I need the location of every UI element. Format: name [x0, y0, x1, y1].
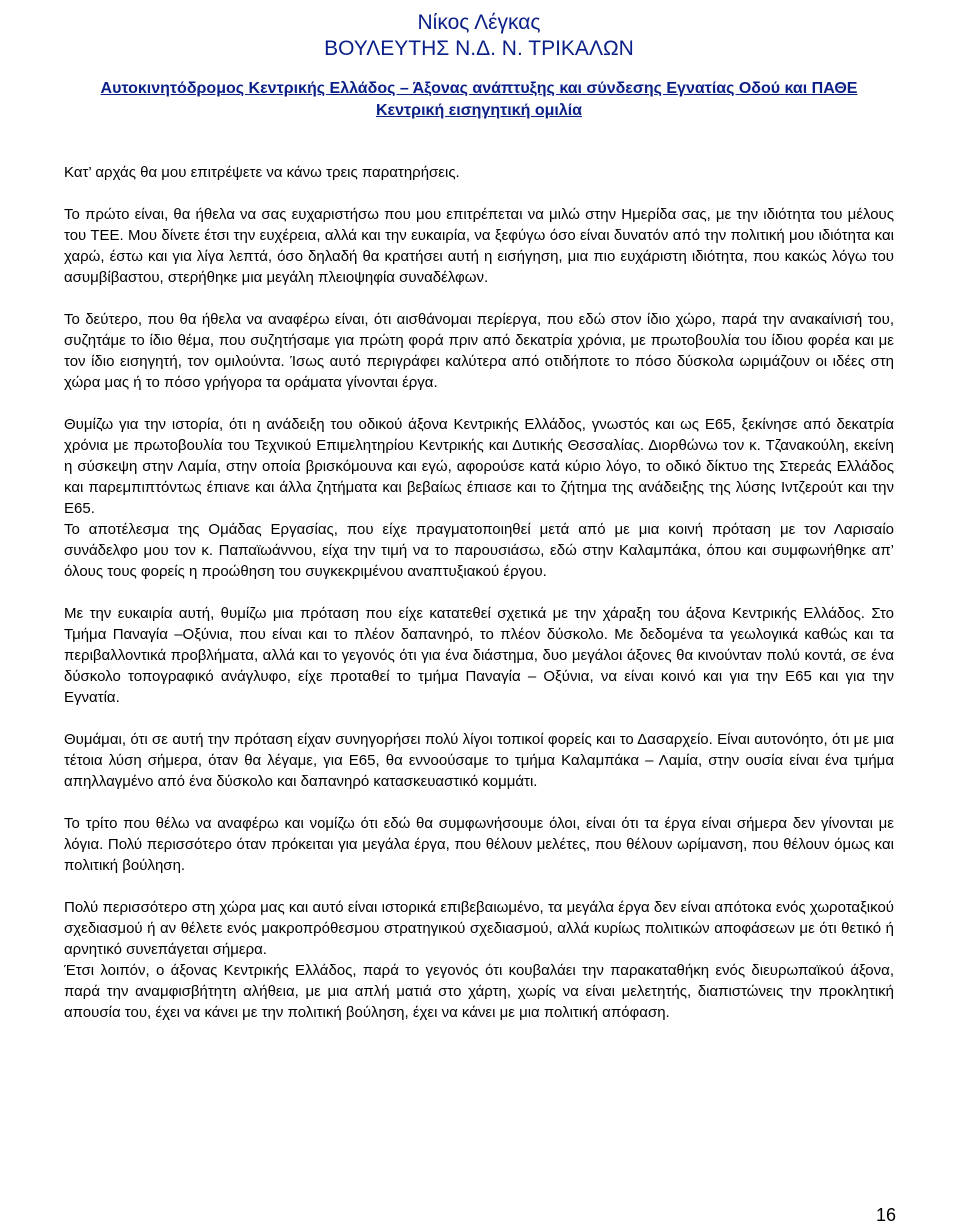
paragraph: Το δεύτερο, που θα ήθελα να αναφέρω είναι, ότι αισθάνομαι περίεργα, που εδώ στον ίδιο χώρο, παρά την ανακαίνισή του, συζητάμε το ίδιο θέμα, που συζητήσαμε για πρώτη φορά πριν από δεκατρία χρόνια, με πρωτοβουλία του ίδιου φορέα και με τον ίδιο εισηγητή, τον ομιλούντα. Ίσως αυτό περιγράφει καλύτερα από οτιδήποτε το πόσο δύσκολα ωριμάζουν οι ιδέες στη χώρα μας ή το πόσο γρήγορα τα οράματα γίνονται έργα. [64, 311, 894, 391]
speech-body [64, 162, 894, 1023]
document-page [64, 10, 894, 1023]
author-name: Νίκος Λέγκας [417, 11, 541, 34]
page-number: 16 [875, 1205, 896, 1225]
title-subtitle: Κεντρική εισηγητική ομιλία [375, 102, 582, 119]
paragraph: Το αποτέλεσμα της Ομάδας Εργασίας, που είχε πραγματοποιηθεί μετά από με μια κοινή πρόταση με τον Λαρισαίο συνάδελφο μου τον κ. Παπαϊωάννου, είχα την τιμή να το παρουσιάσω, εδώ στην Καλαμπάκα, όπου και συμφωνήθηκε απ’ όλους τους φορείς η προώθηση του συγκεκριμένου αναπτυξιακού έργου. [64, 521, 894, 580]
paragraph: Έτσι λοιπόν, ο άξονας Κεντρικής Ελλάδος, παρά το γεγονός ότι κουβαλάει την παρακαταθήκη ενός διευρωπαϊκού άξονα, παρά την αναμφισβήτητη αλήθεια, με μια απλή ματιά στο χάρτη, χωρίς να είναι μελετητής, διαπιστώνεις την προκλητική απουσία του, έχει να κάνει με την πολιτική βούληση, έχει να κάνει με μια πολιτική απόφαση. [64, 962, 894, 1021]
paragraph: Με την ευκαιρία αυτή, θυμίζω μια πρόταση που είχε κατατεθεί σχετικά με την χάραξη του άξονα Κεντρικής Ελλάδος. Στο Τμήμα Παναγία –Οξύνια, που είναι και το πλέον δαπανηρό, το πλέον δύσκολο. Με δεδομένα τα γεωλογικά καθώς και τα περιβαλλοντικά προβλήματα, αλλά και το γεγονός ότι για ένα διάστημα, δυο μεγάλοι άξονες θα κινούνταν πολύ κοντά, σε ένα δύσκολο τοπογραφικό ανάγλυφο, είχε προταθεί το τμήμα Παναγία – Οξύνια, να είναι κοινό και για την Ε65 και για την Εγνατία. [64, 605, 894, 706]
paragraph: Θυμίζω για την ιστορία, ότι η ανάδειξη του οδικού άξονα Κεντρικής Ελλάδος, γνωστός και ως Ε65, ξεκίνησε από δεκατρία χρόνια με πρωτοβουλία του Τεχνικού Επιμελητηρίου Κεντρικής και Δυτικής Θεσσαλίας. Διορθώνω τον κ. Τζανακούλη, εκείνη η σύσκεψη στην Λαμία, στην οποία βρισκόμουνα και εγώ, αφορούσε κατά κύριο λόγο, το οδικό δίκτυο της Στερεάς Ελλάδος και παρεμπιπτόντως έπιανε και άλλα ζητήματα και βεβαίως έπιασε και το ζήτημα της ανάδειξης της λύσης Ιντζερούτ και την Ε65. [64, 416, 894, 517]
author-position: ΒΟΥΛΕΥΤΗΣ Ν.Δ. Ν. ΤΡΙΚΑΛΩΝ [324, 37, 634, 60]
paragraph: Θυμάμαι, ότι σε αυτή την πρόταση είχαν συνηγορήσει πολύ λίγοι τοπικοί φορείς και το Δασαρχείο. Είναι αυτονόητο, ότι με μια τέτοια λύση σήμερα, όταν θα λέγαμε, για Ε65, θα εννοούσαμε το τμήμα Καλαμπάκα – Λαμία, στην ουσία είναι ένα τμήμα απηλλαγμένο από ένα δύσκολο και δαπανηρό κατασκευαστικό κομμάτι. [64, 731, 894, 790]
paragraph: Το τρίτο που θέλω να αναφέρω και νομίζω ότι εδώ θα συμφωνήσουμε όλοι, είναι ότι τα έργα είναι σήμερα δεν γίνονται με λόγια. Πολύ περισσότερο όταν πρόκειται για μεγάλα έργα, που θέλουν μελέτες, που θέλουν ωρίμανση, που θέλουν όμως και πολιτική βούληση. [64, 815, 894, 874]
title-main: Αυτοκινητόδρομος Κεντρικής Ελλάδος – Άξονας ανάπτυξης και σύνδεσης Εγνατίας Οδού και ΠΑΘΕ [100, 80, 858, 97]
paragraph: Πολύ περισσότερο στη χώρα μας και αυτό είναι ιστορικά επιβεβαιωμένο, τα μεγάλα έργα δεν είναι απότοκα ενός χωροταξικού σχεδιασμού ή αν θέλετε ενός μακροπρόθεσμου στρατηγικού σχεδιασμού, αλλά κυρίως πολιτικών αποφάσεων με ότι θετικό ή αρνητικό συνεπάγεται σήμερα. [64, 899, 894, 958]
speech-title [64, 78, 894, 122]
paragraph: Το πρώτο είναι, θα ήθελα να σας ευχαριστήσω που μου επιτρέπεται να μιλώ στην Ημερίδα σας, με την ιδιότητα του μέλους του ΤΕΕ. Μου δίνετε έτσι την ευχέρεια, αλλά και την ευκαιρία, να ξεφύγω όσο είναι δυνατόν από την πολιτική μου ιδιότητα και χαρώ, έστω και για λίγα λεπτά, όσο δηλαδή θα κρατήσει αυτή η εισήγηση, μια πιο ευχάριστη ιδιότητα, που κακώς λόγω του ασυμβίβαστου, στερήθηκε μια μεγάλη πλειοψηφία συναδέλφων. [64, 206, 894, 286]
paragraph: Κατ’ αρχάς θα μου επιτρέψετε να κάνω τρεις παρατηρήσεις. [64, 164, 460, 181]
author-header [64, 10, 894, 62]
